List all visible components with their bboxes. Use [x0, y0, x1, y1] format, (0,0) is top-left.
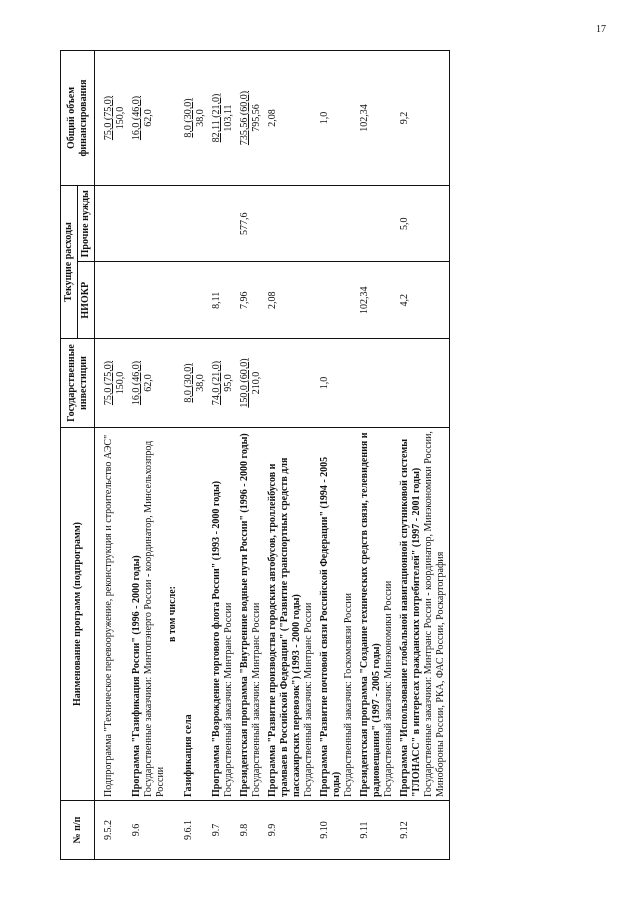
table-row [181, 51, 209, 860]
investment-value: 74,0 (21,0) [211, 360, 222, 406]
program-name-cell [209, 428, 237, 801]
niokr-cell [397, 262, 450, 339]
header-other: Прочие нужды [78, 186, 95, 263]
rotated-page-content [60, 50, 608, 860]
total-value: 9,2 [399, 111, 410, 125]
niokr-cell [265, 262, 317, 339]
total-cell [181, 51, 209, 186]
investment-value: 75,0 (75,0) [103, 360, 114, 406]
other-needs-cell [95, 186, 130, 263]
row-number-cell [181, 801, 209, 860]
program-name-cell [129, 428, 181, 801]
niokr-value: 4,2 [399, 294, 410, 307]
program-name-cell [357, 428, 397, 801]
program-name-cell [265, 428, 317, 801]
other-needs-cell [209, 186, 237, 263]
row-number: 9.5.2 [103, 820, 114, 840]
program-title: Подпрограмма "Техническое перевооружение, реконструкция и строительство АЭС" [103, 434, 114, 797]
header-total: Общий объем финансирования [61, 51, 95, 186]
total-cell [317, 51, 357, 186]
total-cell [237, 51, 265, 186]
header-niokr: НИОКР [78, 262, 95, 339]
other-needs-cell [397, 186, 450, 263]
row-number-cell [129, 801, 181, 860]
page-number: 17 [596, 24, 606, 35]
investments-cell [181, 339, 209, 428]
other-needs-cell [357, 186, 397, 263]
investments-cell [209, 339, 237, 428]
total-value: 8,0 (30,0) [183, 98, 194, 138]
total-value: 103,11 [223, 104, 234, 132]
investment-value: 38,0 [195, 374, 206, 392]
table-row [265, 51, 317, 860]
niokr-cell [129, 262, 181, 339]
table-row [397, 51, 450, 860]
state-customer: Государственный заказчик: Минтранс России [223, 602, 234, 797]
total-cell [209, 51, 237, 186]
total-value: 795,56 [251, 104, 262, 132]
total-value: 150,0 [115, 106, 126, 130]
table-header [61, 51, 95, 860]
niokr-value: 7,96 [239, 291, 250, 309]
program-title: Программа "Использование глобальной навигационной спутниковой системы "ГЛОНАСС" в интересах гражданских потребителей" (1997 - 2001 годы) [399, 438, 422, 797]
state-customer: Государственные заказчики: Минтранс России - координатор, Минэкономики России, Минобороны России, РКА, ФАС России, Роскартография [423, 431, 446, 797]
row-number: 9.8 [239, 823, 250, 837]
other-needs-cell [317, 186, 357, 263]
state-customer: Государственный заказчик: Минтранс России [303, 602, 314, 797]
investment-value: 62,0 [143, 374, 154, 392]
row-number: 9.9 [267, 823, 278, 837]
row-number: 9.6.1 [183, 820, 194, 840]
header-num: № п/п [61, 801, 95, 860]
niokr-cell [95, 262, 130, 339]
row-number: 9.12 [399, 821, 410, 839]
investment-value: 210,0 [251, 371, 262, 395]
program-title: Программа "Возрождение торгового флота России" (1993 - 2000 годы) [211, 480, 222, 797]
investment-value: 150,0 [115, 371, 126, 395]
other-needs-cell [265, 186, 317, 263]
total-cell [265, 51, 317, 186]
investments-cell [357, 339, 397, 428]
niokr-value: 102,34 [359, 286, 370, 314]
total-value: 75,0 (75,0) [103, 95, 114, 141]
program-name-cell [181, 428, 209, 801]
program-name-cell [95, 428, 130, 801]
row-number-cell [397, 801, 450, 860]
niokr-cell [181, 262, 209, 339]
program-title: Программа "Газификация России" (1996 - 2000 годы) [131, 555, 142, 797]
header-current-expenses: Текущие расходы [61, 186, 78, 339]
program-title: Президентская программа "Внутренние водные пути России" (1996 - 2000 годы) [239, 433, 250, 797]
row-number-cell [209, 801, 237, 860]
niokr-value: 2,08 [267, 291, 278, 309]
row-number: 9.7 [211, 823, 222, 837]
table-row [209, 51, 237, 860]
table-row [237, 51, 265, 860]
other-needs-value: 5,0 [399, 217, 410, 230]
niokr-value: 8,11 [211, 291, 222, 309]
financing-table [60, 50, 450, 860]
row-number-cell [95, 801, 130, 860]
investments-cell [129, 339, 181, 428]
table-row [317, 51, 357, 860]
investment-value: 16,0 (46,0) [131, 360, 142, 406]
other-needs-cell [129, 186, 181, 263]
row-number: 9.10 [319, 821, 330, 839]
investment-value: 150,0 (60,0) [239, 358, 250, 408]
investment-value: 8,0 (30,0) [183, 363, 194, 403]
investments-cell [265, 339, 317, 428]
row-number-cell [317, 801, 357, 860]
other-needs-value: 577,6 [239, 212, 250, 235]
row-number-cell [265, 801, 317, 860]
other-needs-cell [237, 186, 265, 263]
niokr-cell [317, 262, 357, 339]
state-customer: Государственный заказчик: Госкомсвязи России [343, 593, 354, 797]
total-value: 102,34 [359, 104, 370, 132]
state-customer: Государственный заказчик: Минэкономики России [383, 580, 394, 797]
program-title: Программа "Развитие почтовой связи Российской Федерации" (1994 - 2005 годы) [319, 456, 342, 797]
program-name-cell [317, 428, 357, 801]
table-row [129, 51, 181, 860]
table-row [357, 51, 397, 860]
other-needs-cell [181, 186, 209, 263]
investment-value: 1,0 [319, 376, 330, 390]
table-body [95, 51, 450, 860]
investments-cell [317, 339, 357, 428]
row-number: 9.6 [131, 823, 142, 837]
investments-cell [237, 339, 265, 428]
total-value: 1,0 [319, 111, 330, 125]
total-value: 735,56 (60,0) [239, 90, 250, 146]
row-number-cell [357, 801, 397, 860]
program-title: Президентская программа "Создание технических средств связи, телевидения и радиовещания" (1997 - 2005 годы) [359, 432, 382, 797]
investment-value: 95,0 [223, 374, 234, 392]
program-name-cell [397, 428, 450, 801]
total-cell [357, 51, 397, 186]
niokr-cell [237, 262, 265, 339]
investments-cell [397, 339, 450, 428]
state-customer: Государственные заказчики: Минтопэнерго России - координатор, Минсельхозпрод России [143, 440, 166, 797]
program-title: Газификация села [183, 714, 194, 797]
row-number: 9.11 [359, 821, 370, 839]
niokr-cell [209, 262, 237, 339]
header-name: Наименование программ (подпрограмм) [61, 428, 95, 801]
niokr-cell [357, 262, 397, 339]
row-number-cell [237, 801, 265, 860]
total-value: 62,0 [143, 109, 154, 127]
table-row [95, 51, 130, 860]
total-value: 82,11 (21,0) [211, 93, 222, 143]
total-cell [129, 51, 181, 186]
total-cell [95, 51, 130, 186]
program-title: Программа "Развитие производства городских автобусов, троллейбусов и трамваев в Российской Федерации" ("Развитие транспортных средств для пассажирских перевозок") (1993 - 2000 годы) [267, 457, 302, 797]
total-value: 16,0 (46,0) [131, 95, 142, 141]
total-value: 38,0 [195, 109, 206, 127]
program-name-cell [237, 428, 265, 801]
header-investments: Государственные инвестиции [61, 339, 95, 428]
total-value: 2,08 [267, 109, 278, 127]
subtitle: в том числе: [167, 585, 178, 643]
investments-cell [95, 339, 130, 428]
state-customer: Государственный заказчик: Минтранс России [251, 602, 262, 797]
total-cell [397, 51, 450, 186]
